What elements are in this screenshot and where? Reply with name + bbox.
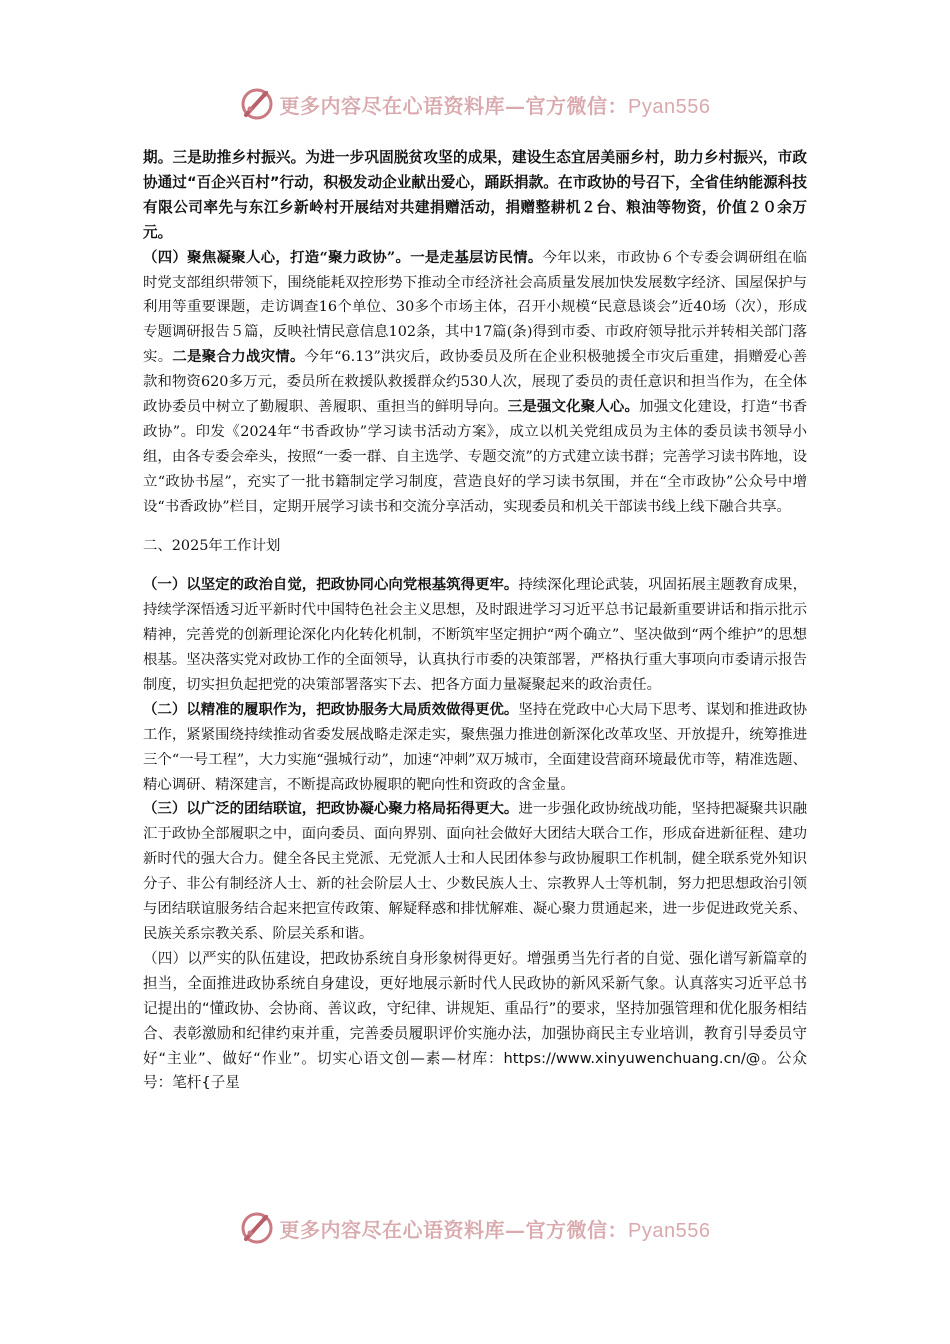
- document-body: [143, 146, 807, 1096]
- top-watermark-banner: [0, 84, 950, 124]
- section-heading-2025-plan: 二、2025年工作计划: [143, 537, 281, 554]
- banner-text: 更多内容尽在心语资料库—官方微信：Pyan556: [279, 93, 711, 118]
- paragraph-gather-hearts: （四）聚焦凝聚人心，打造“聚力政协”。一是走基层访民情。今年以来，市政协６个专委会调研组在临时党支部组织带领下，围绕能耗双控形势下推动全市经济社会高质量发展加快发展数字经济、国屋保护与利用等重要课题，走访调查16个单位、30多个市场主体，召开小规模“民意恳谈会”近40场（次），形成专题调研报告５篇，反映社情民意信息102条，其中17篇(条)得到市委、市政府领导批示并转相关部门落实。二是聚合力战灾情。今年“6.13”洪灾后，政协委员及所在企业积极驰援全市灾后重建，捐赠爱心善款和物资620多万元，委员所在救援队救援群众约530人次，展现了委员的责任意识和担当作为，在全体政协委员中树立了勤履职、善履职、重担当的鲜明导向。三是强文化聚人心。加强文化建设，打造“书香政协”。印发《2024年“书香政协”学习读书活动方案》，成立以机关党组成员为主体的委员读书领导小组，由各专委会牵头，按照“一委一群、自主选学、专题交流”的方式建立读书群；完善学习读书阵地，设立“政协书屋”，充实了一批书籍制定学习制度，营造良好的学习读书氛围，并在“全市政协”公众号中增设“书香政协”栏目，定期开展学习读书和交流分享活动，实现委员和机关干部读书线上线下融合共享。: [143, 248, 807, 515]
- paragraph-plan-4: （四）以严实的队伍建设，把政协系统自身形象树得更好。增强勇当先行者的自觉、强化谱写新篇章的担当，全面推进政协系统自身建设，更好地展示新时代人民政协的新风采新气象。认真落实习近平总书记提出的“懂政协、会协商、善议政，守纪律、讲规矩、重品行”的要求，坚持加强管理和优化服务相结合、表彰激励和纪律约束并重，完善委员履职评价实施办法，加强协商民主专业培训，教育引导委员守好“主业”、做好“作业”。切实心语文创—素—材库：https://www.xinyuwenchuang.cn/@。公众号：笔杆{子星: [143, 949, 807, 1092]
- pen-logo-icon: [240, 1211, 274, 1245]
- bottom-watermark-banner: [0, 1208, 950, 1248]
- paragraph-plan-2: （二）以精准的履职作为，把政协服务大局质效做得更优。坚持在党政中心大局下思考、谋划和推进政协工作，紧紧围绕持续推动省委发展战略走深走实，聚焦强力推进创新深化改革攻坚、开放提升，统筹推进三个“一号工程”，大力实施“强城行动”，加速“冲刺”双万城市，全面建设营商环境最优市等，精准选题、精心调研、精深建言，不断提高政协履职的靶向性和资政的含金量。: [143, 700, 807, 793]
- paragraph-plan-3: （三）以广泛的团结联谊，把政协凝心聚力格局拓得更大。进一步强化政协统战功能，坚持把凝聚共识融汇于政协全部履职之中，面向委员、面向界别、面向社会做好大团结大联合工作，形成奋进新征程、建功新时代的强大合力。健全各民主党派、无党派人士和人民团体参与政协履职工作机制，健全联系党外知识分子、非公有制经济人士、新的社会阶层人士、少数民族人士、宗教界人士等机制，努力把思想政治引领与团结联谊服务结合起来把宣传政策、解疑释惑和排忧解难、凝心聚力贯通起来，进一步促进政党关系、民族关系宗教关系、阶层关系和谐。: [143, 800, 807, 942]
- pen-logo-icon: [240, 87, 274, 121]
- paragraph-plan-1: （一）以坚定的政治自觉，把政协同心向党根基筑得更牢。持续深化理论武装，巩固拓展主题教育成果，持续学深悟透习近平新时代中国特色社会主义思想，及时跟进学习习近平总书记最新重要讲话和指示批示精神，完善党的创新理论深化内化转化机制，不断筑牢坚定拥护“两个确立”、坚决做到“两个维护”的思想根基。坚决落实党对政协工作的全面领导，认真执行市委的决策部署，严格执行重大事项向市委请示报告制度，切实担负起把党的决策部署落实下去、把各方面力量凝聚起来的政治责任。: [143, 576, 807, 693]
- paragraph-rural-revitalization: 期。三是助推乡村振兴。为进一步巩固脱贫攻坚的成果，建设生态宜居美丽乡村，助力乡村振兴，市政协通过“百企兴百村”行动，积极发动企业献出爱心，踊跃捐款。在市政协的号召下，全省佳纳能源科技有限公司率先与东江乡新岭村开展结对共建捐赠活动，捐赠整耕机２台、粮油等物资，价值２０余万元。: [143, 149, 807, 241]
- banner-text: 更多内容尽在心语资料库—官方微信：Pyan556: [279, 1217, 711, 1242]
